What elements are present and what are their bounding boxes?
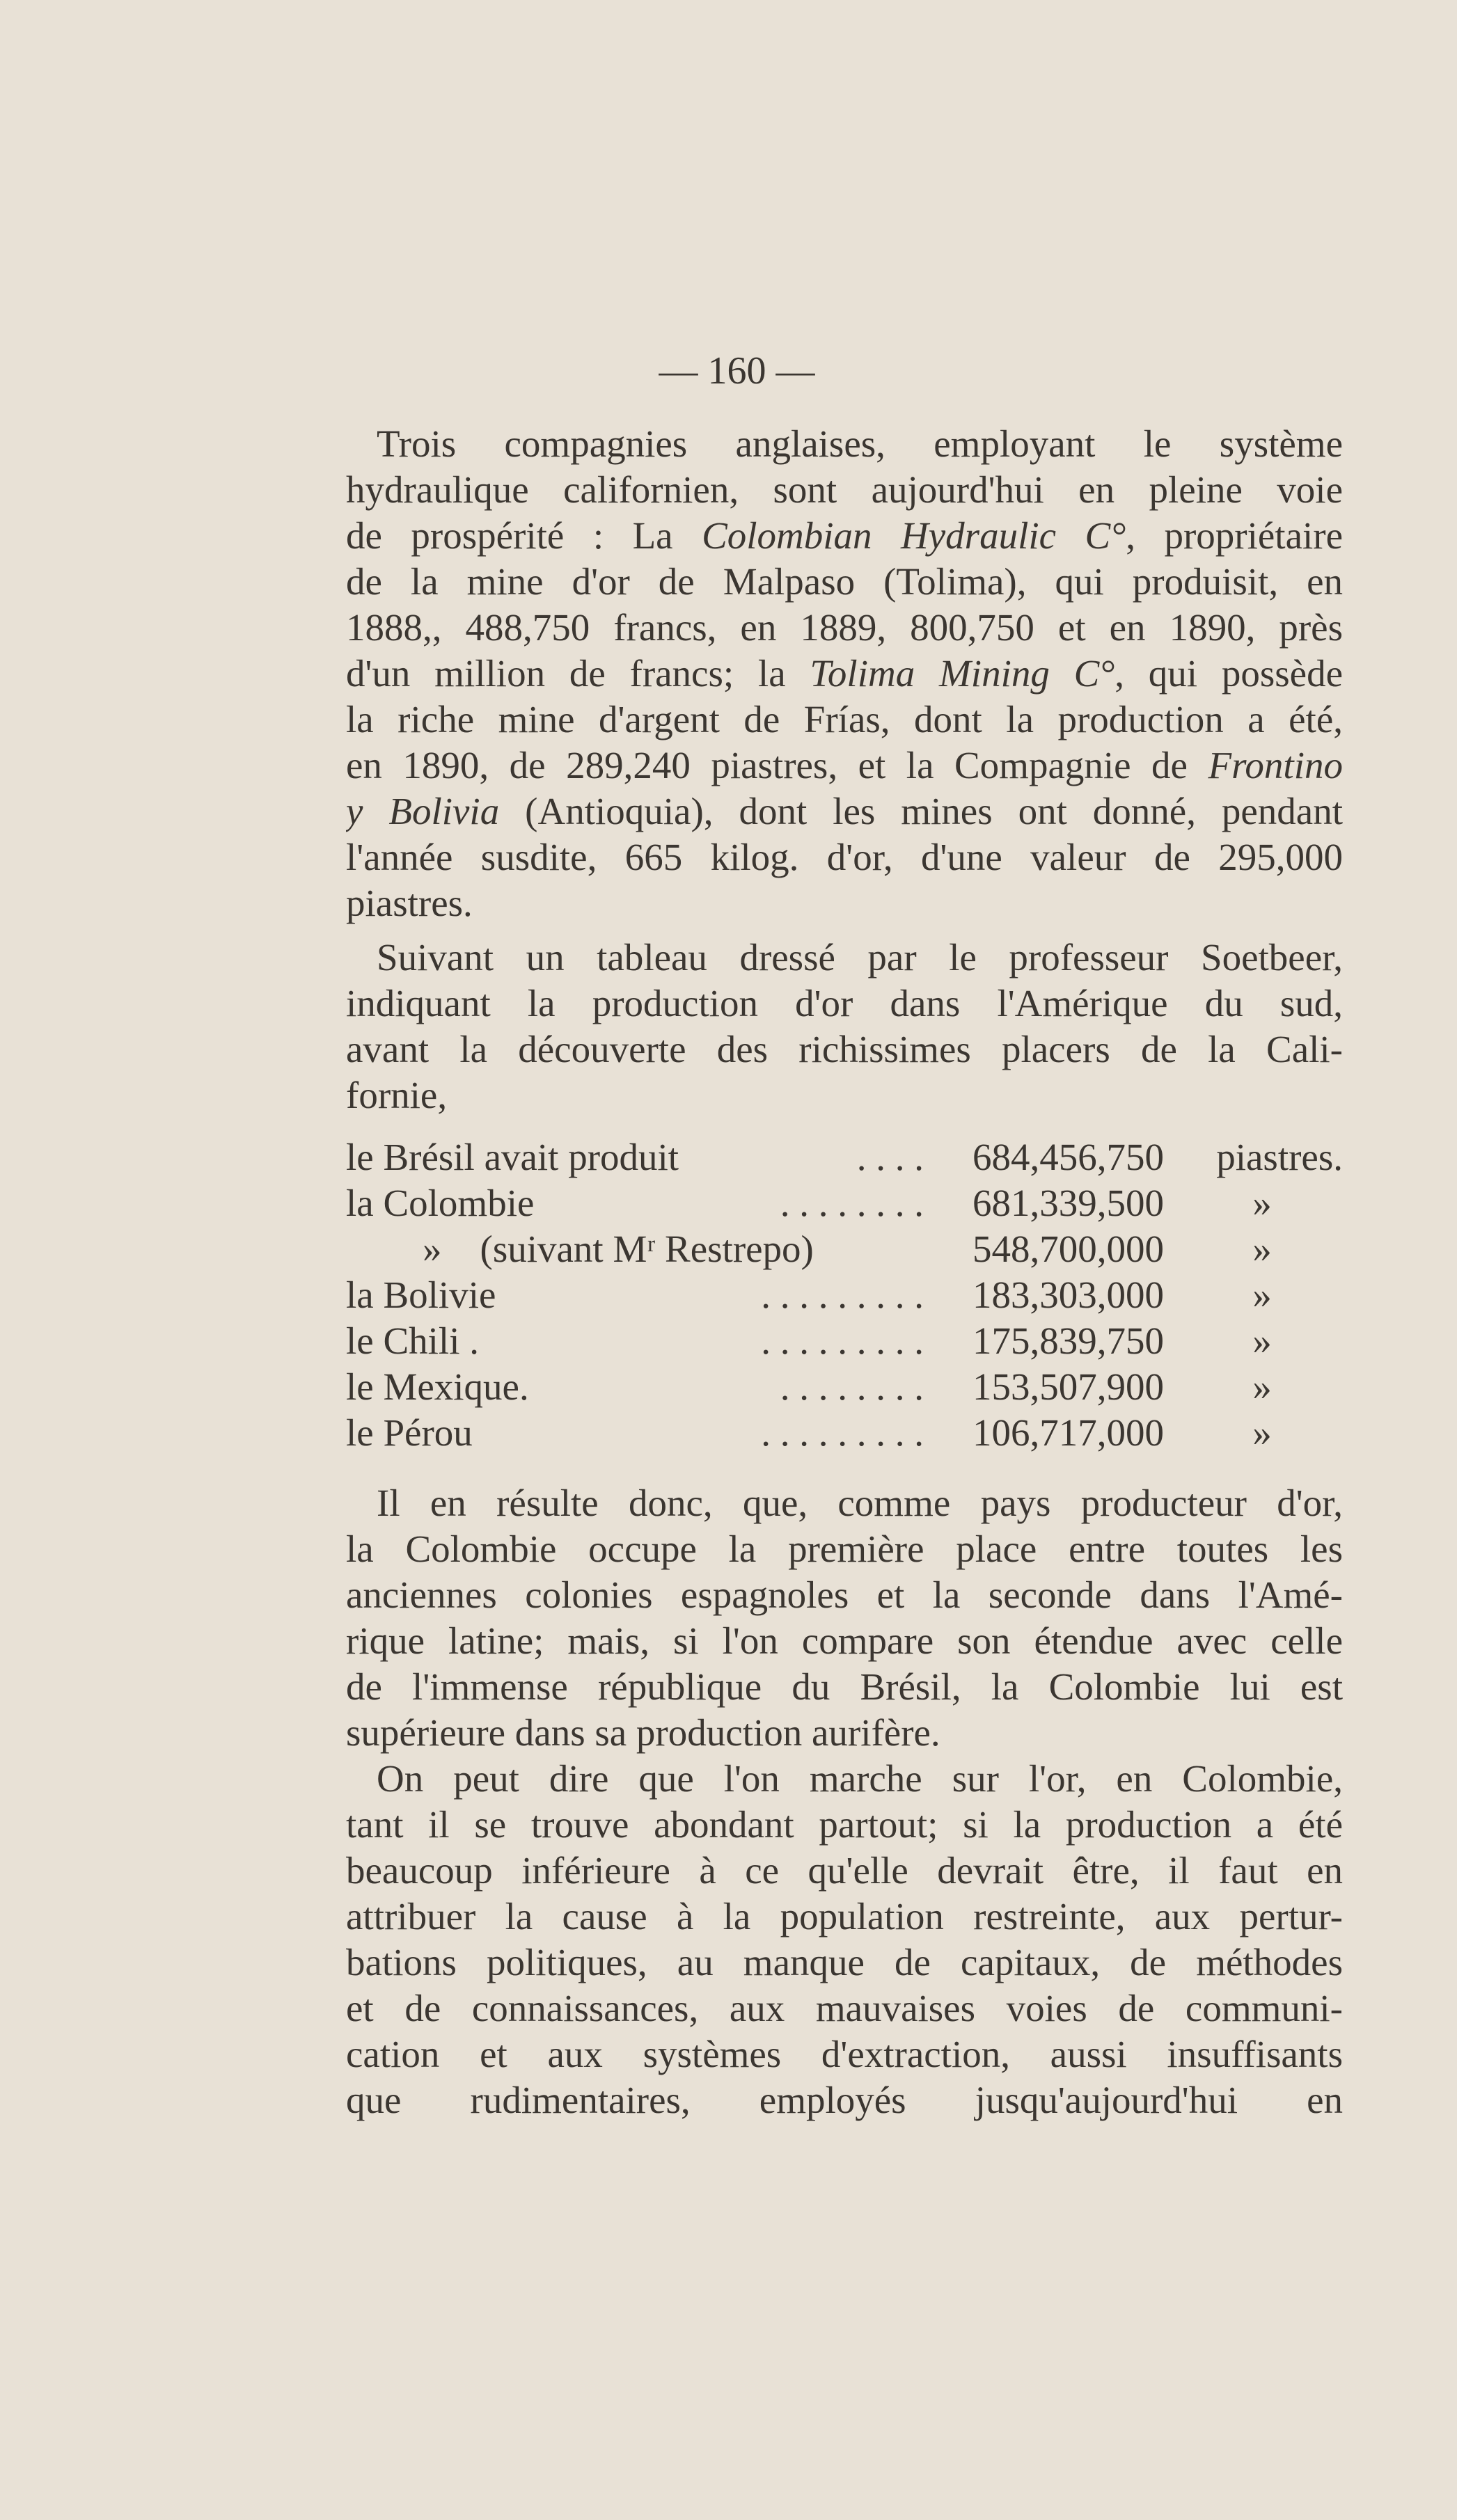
text-line <box>346 834 1343 880</box>
text-segment: beaucoup inférieure à ce qu'elle devrait être, il faut en <box>346 1849 1343 1892</box>
country-label: le Mexique. <box>346 1365 529 1408</box>
country-label: » (suivant Mʳ Restrepo) <box>346 1228 814 1270</box>
leader-dots: . . . . . . . . . <box>761 1274 924 1316</box>
text-line <box>346 1756 1343 1802</box>
text-line <box>346 1480 1343 1526</box>
page-number: — 160 — <box>659 349 815 393</box>
text-line <box>346 1027 1343 1072</box>
text-line <box>346 1894 1343 1940</box>
text-line <box>346 1072 1343 1118</box>
text-segment: , propriétaire <box>1126 514 1343 557</box>
unit-label: » <box>1252 1228 1272 1270</box>
text-segment: indiquant la production d'or dans l'Amérique du sud, <box>346 982 1343 1024</box>
text-segment: attribuer la cause à la population restreinte, aux pertur- <box>346 1895 1343 1937</box>
text-segment: hydraulique californien, sont aujourd'hui en pleine voie <box>346 468 1343 511</box>
text-line <box>346 559 1343 605</box>
text-line <box>346 743 1343 789</box>
production-value: 175,839,750 <box>972 1320 1164 1362</box>
text-segment: de prospérité : La <box>346 514 702 557</box>
text-segment: Il en résulte donc, que, comme pays producteur d'or, <box>377 1482 1343 1524</box>
paragraph-3 <box>346 1480 1343 1756</box>
italic-text: y Bolivia <box>346 790 500 832</box>
text-line <box>346 789 1343 834</box>
country-label: la Colombie <box>346 1182 535 1224</box>
italic-text: Frontino <box>1208 744 1343 786</box>
text-segment: Trois compagnies anglaises, employant le système <box>377 422 1343 465</box>
country-label: le Chili . <box>346 1320 479 1362</box>
table-row <box>346 1410 1343 1456</box>
paragraph-1 <box>346 421 1343 926</box>
text-segment: , qui possède <box>1115 652 1343 695</box>
text-line <box>346 880 1343 926</box>
production-value: 183,303,000 <box>972 1274 1164 1316</box>
leader-dots: . . . . . . . . <box>780 1365 924 1408</box>
text-segment: cation et aux systèmes d'extraction, aussi insuffisants <box>346 2033 1343 2075</box>
text-line <box>346 421 1343 467</box>
table-row <box>346 1134 1343 1180</box>
text-segment: d'un million de francs; la <box>346 652 810 695</box>
production-value: 106,717,000 <box>972 1411 1164 1454</box>
text-line <box>346 1710 1343 1756</box>
table-row <box>346 1318 1343 1364</box>
leader-dots: . . . . . . . . <box>780 1182 924 1224</box>
italic-text: Colombian Hydraulic C° <box>702 514 1126 557</box>
text-segment: rique latine; mais, si l'on compare son étendue avec celle <box>346 1619 1343 1662</box>
text-line <box>346 981 1343 1027</box>
text-segment: anciennes colonies espagnoles et la seconde dans l'Amé- <box>346 1574 1343 1616</box>
text-segment: 1888,, 488,750 francs, en 1889, 800,750 et en 1890, près <box>346 606 1343 649</box>
text-segment: la Colombie occupe la première place entre toutes les <box>346 1528 1343 1570</box>
production-value: 684,456,750 <box>972 1136 1164 1178</box>
text-segment: supérieure dans sa production aurifère. <box>346 1711 940 1754</box>
text-segment: que rudimentaires, employés jusqu'aujourd'hui en <box>346 2079 1343 2121</box>
unit-label: » <box>1252 1182 1272 1224</box>
table-row <box>346 1364 1343 1410</box>
text-line <box>346 513 1343 559</box>
leader-dots: . . . . . . . . . <box>761 1320 924 1362</box>
text-line <box>346 1664 1343 1710</box>
text-segment: (Antioquia), dont les mines ont donné, pendant <box>499 790 1343 832</box>
table-row <box>346 1180 1343 1226</box>
table-row <box>346 1272 1343 1318</box>
text-segment: de la mine d'or de Malpaso (Tolima), qui produisit, en <box>346 560 1343 603</box>
unit-label: » <box>1252 1365 1272 1408</box>
country-label: le Brésil avait produit <box>346 1136 679 1178</box>
text-segment: bations politiques, au manque de capitaux, de méthodes <box>346 1941 1343 1983</box>
text-line <box>346 605 1343 651</box>
italic-text: Tolima Mining C° <box>810 652 1115 695</box>
unit-label: » <box>1252 1274 1272 1316</box>
text-line <box>346 2077 1343 2123</box>
text-segment: avant la découverte des richissimes placers de la Cali- <box>346 1028 1343 1070</box>
text-segment: de l'immense république du Brésil, la Colombie lui est <box>346 1665 1343 1708</box>
text-line <box>346 1940 1343 1986</box>
leader-dots: . . . . <box>856 1136 924 1178</box>
text-line <box>346 1802 1343 1848</box>
text-line <box>346 2031 1343 2077</box>
page-body <box>346 421 1343 2123</box>
country-label: le Pérou <box>346 1411 473 1454</box>
text-segment: On peut dire que l'on marche sur l'or, en Colombie, <box>377 1757 1343 1800</box>
leader-dots: . . . . . . . . . <box>761 1411 924 1454</box>
text-line <box>346 1848 1343 1894</box>
unit-label: piastres. <box>1216 1136 1343 1178</box>
text-segment: piastres. <box>346 882 473 924</box>
text-segment: en 1890, de 289,240 piastres, et la Compagnie de <box>346 744 1208 786</box>
paragraph-2 <box>346 935 1343 1118</box>
text-line <box>346 1618 1343 1664</box>
text-line <box>346 697 1343 743</box>
unit-label: » <box>1252 1411 1272 1454</box>
text-line <box>346 1572 1343 1618</box>
text-segment: Suivant un tableau dressé par le professeur Soetbeer, <box>377 936 1343 978</box>
text-segment: fornie, <box>346 1074 448 1116</box>
text-line <box>346 467 1343 513</box>
paragraph-4 <box>346 1756 1343 2123</box>
text-segment: tant il se trouve abondant partout; si la production a été <box>346 1803 1343 1846</box>
country-label: la Bolivie <box>346 1274 496 1316</box>
text-line <box>346 1526 1343 1572</box>
text-line <box>346 651 1343 697</box>
gold-production-table <box>346 1134 1343 1456</box>
unit-label: » <box>1252 1320 1272 1362</box>
production-value: 153,507,900 <box>972 1365 1164 1408</box>
production-value: 681,339,500 <box>972 1182 1164 1224</box>
text-line <box>346 1986 1343 2031</box>
text-segment: et de connaissances, aux mauvaises voies de communi- <box>346 1987 1343 2029</box>
text-segment: la riche mine d'argent de Frías, dont la production a été, <box>346 698 1343 740</box>
text-line <box>346 935 1343 981</box>
production-value: 548,700,000 <box>972 1228 1164 1270</box>
text-segment: l'année susdite, 665 kilog. d'or, d'une valeur de 295,000 <box>346 836 1343 878</box>
leader-dots <box>814 1226 972 1272</box>
table-row <box>346 1226 1343 1272</box>
